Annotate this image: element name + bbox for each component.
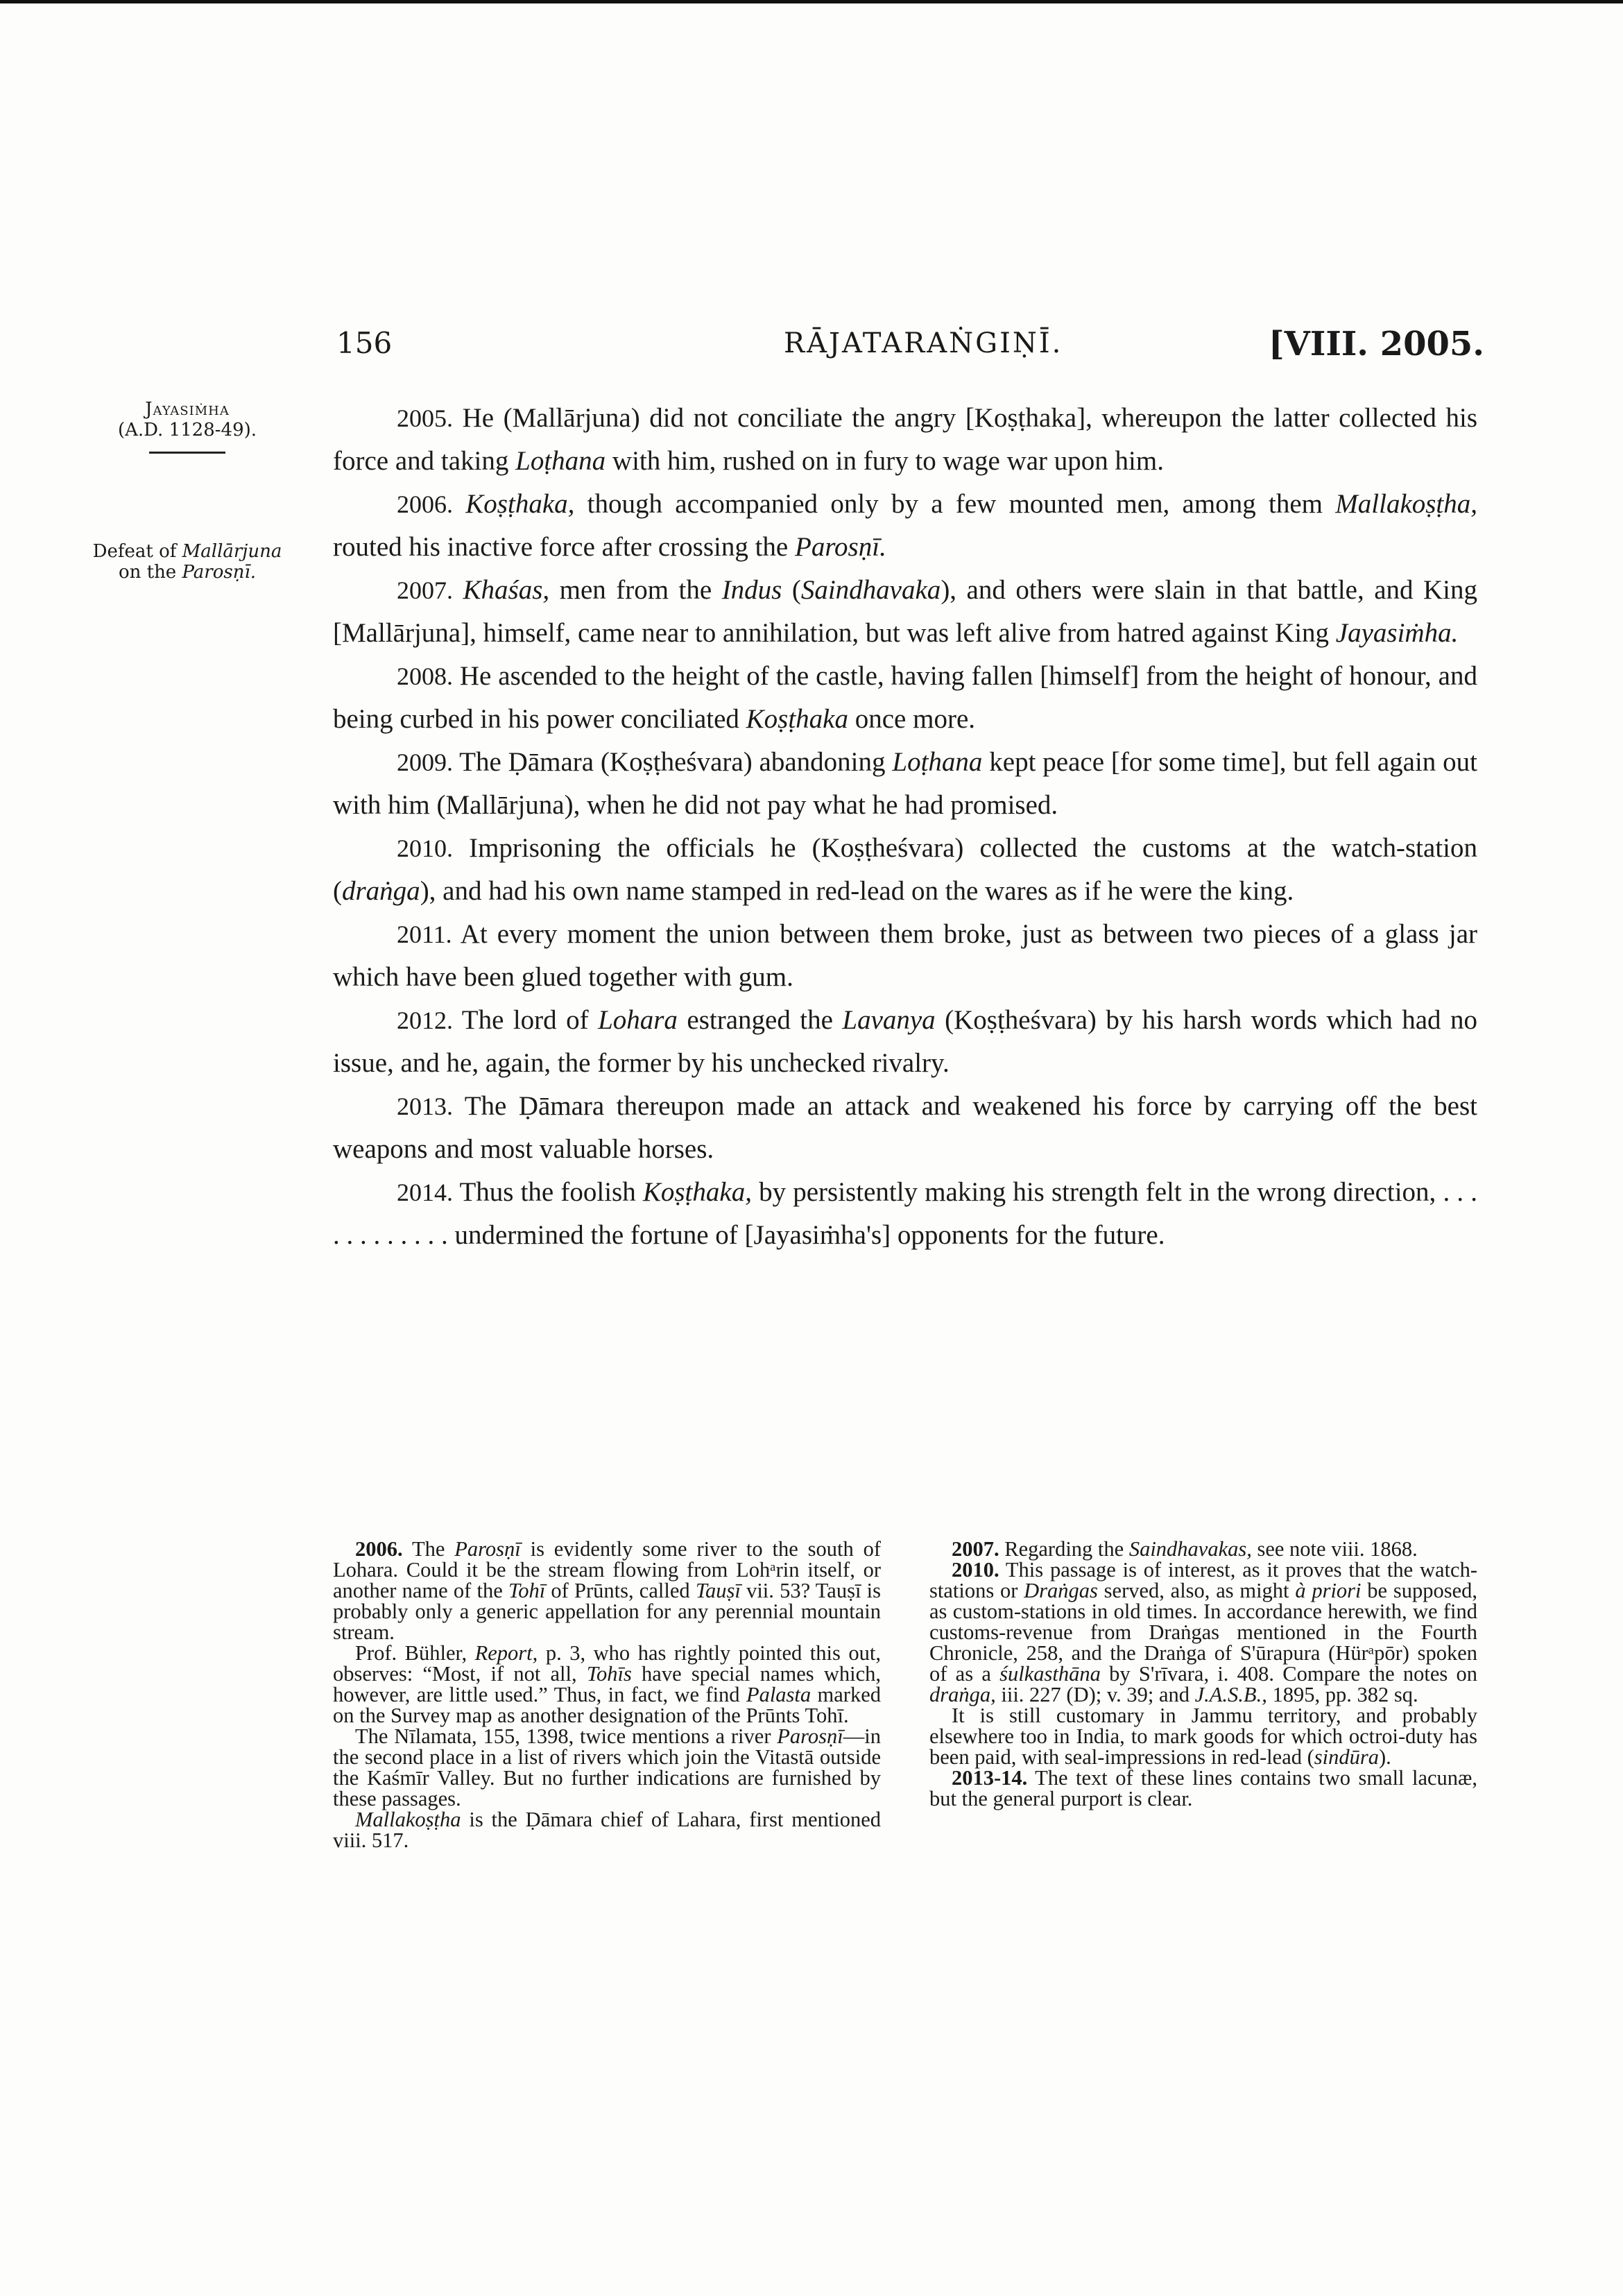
verse-text: once more. bbox=[848, 704, 976, 734]
verse-italic: Lavanya bbox=[842, 1005, 936, 1035]
verse-number: 2010. bbox=[397, 834, 453, 862]
verse-number: 2012. bbox=[397, 1006, 453, 1034]
footnote-italic: Parosṇī bbox=[777, 1724, 843, 1748]
footnote-text: vii. 53? Tauṣī is probably only a generic appellation for any perennial mountain stream. bbox=[333, 1579, 881, 1644]
footnote-text: Regarding the bbox=[999, 1537, 1129, 1561]
verse-text: routed his inactive force after crossing the bbox=[333, 532, 795, 562]
margin-topic-place: Parosṇī. bbox=[182, 562, 257, 583]
footnote-nilamata bbox=[333, 1726, 881, 1809]
verse-italic: Saindhavaka bbox=[800, 575, 941, 605]
margin-topic-prefix: Defeat of bbox=[92, 541, 182, 562]
verse-text: The Ḍāmara (Koṣṭheśvara) abandoning bbox=[453, 747, 893, 777]
verse-text: He (Mallārjuna) did not conciliate the angry [Koṣṭhaka], whereupon the latter collected his force and taking bbox=[333, 403, 1477, 476]
margin-ruler-name: Jayasiṁha bbox=[145, 399, 230, 420]
verse-italic: Parosṇī. bbox=[795, 532, 886, 562]
verse-italic: Indus bbox=[721, 575, 782, 605]
verse-text: At every moment the union between them broke, just as between two pieces of a glass jar which have been glued together with gum. bbox=[333, 919, 1477, 992]
page-top-border bbox=[0, 0, 1623, 3]
footnote-buhler bbox=[333, 1643, 881, 1726]
footnote-italic: Tohīs bbox=[586, 1662, 632, 1686]
margin-topic-mid: on the bbox=[118, 562, 182, 583]
verse-text: ( bbox=[782, 575, 801, 605]
verse-number: 2013. bbox=[397, 1093, 453, 1120]
verse-number: 2011. bbox=[397, 920, 452, 948]
running-title: RĀJATARAṄGIṆĪ. bbox=[784, 327, 1063, 359]
footnotes-right-column bbox=[929, 1539, 1477, 1809]
footnote-2006 bbox=[333, 1539, 881, 1643]
footnote-text: iii. 227 (D); v. 39; and bbox=[995, 1683, 1195, 1706]
footnote-italic: śulkasthāna bbox=[999, 1662, 1101, 1686]
verse-text: (Koṣṭheśvara) by his harsh words which had no issue, and he, again, the former by his unchecked rivalry. bbox=[333, 1005, 1477, 1078]
footnote-italic: draṅga, bbox=[929, 1683, 996, 1706]
verse-number: 2008. bbox=[397, 662, 453, 690]
footnote-text: have special names which, however, are little used.” Thus, in fact, we find bbox=[333, 1662, 881, 1706]
verse-text: Imprisoning the officials he (Koṣṭheśvara) collected the customs at the watch-station ( bbox=[333, 833, 1477, 906]
verse-text: though accompanied only by a few mounted men, among them bbox=[574, 489, 1336, 519]
verse-2006 bbox=[333, 483, 1477, 569]
verse-italic: Mallakoṣṭha, bbox=[1335, 489, 1478, 519]
margin-ruler-note bbox=[69, 399, 305, 454]
verse-text: The Ḍāmara thereupon made an attack and weakened his force by carrying off the best weapons and most valuable horses. bbox=[333, 1091, 1477, 1164]
footnote-text: served, also, as might bbox=[1097, 1579, 1296, 1602]
margin-topic-note bbox=[69, 541, 305, 583]
verse-text: kept peace [for some time], but fell again out with him (Mallārjuna), when he did not pay what he had promised. bbox=[333, 747, 1477, 820]
footnote-text: of Prūnts, called bbox=[545, 1579, 696, 1602]
footnote-text: see note viii. 1868. bbox=[1251, 1537, 1418, 1561]
verse-2008 bbox=[333, 655, 1477, 741]
footnote-text: The Nīlamata, 155, 1398, twice mentions a river bbox=[355, 1724, 778, 1748]
footnote-2010 bbox=[929, 1559, 1477, 1705]
verse-2014 bbox=[333, 1171, 1477, 1257]
page-number: 156 bbox=[336, 326, 393, 360]
footnote-jammu bbox=[929, 1705, 1477, 1767]
verse-italic: Jayasiṁha. bbox=[1335, 618, 1459, 648]
footnote-text: marked on the Survey map as another designation of the Prūnts Tohī. bbox=[333, 1683, 881, 1727]
footnote-text: This passage is of interest, as it proves that the watch-stations or bbox=[929, 1558, 1477, 1602]
verse-number: 2005. bbox=[397, 404, 453, 432]
footnote-text: is evidently some river to the south of Lohara. Could it be the stream flowing from Lohᵃrin itself, or another name of the bbox=[333, 1537, 881, 1602]
verse-2005 bbox=[333, 397, 1477, 483]
footnote-text: It is still customary in Jammu territory, and probably elsewhere too in India, to mark goods for which octroi-duty has been paid, with seal-impressions in red-lead ( bbox=[929, 1704, 1477, 1769]
verse-number: 2007. bbox=[397, 576, 453, 604]
verse-number: 2014. bbox=[397, 1179, 453, 1206]
verse-2013 bbox=[333, 1085, 1477, 1171]
verse-italic: Loṭhana bbox=[515, 446, 606, 476]
footnote-italic: sindūra bbox=[1314, 1745, 1379, 1769]
margin-topic-name: Mallārjuna bbox=[182, 541, 282, 562]
verse-text: ), and others were slain in that battle, and King [Mallārjuna], himself, came near to annihilation, but was left alive from hatred against King bbox=[333, 575, 1477, 648]
verse-2010 bbox=[333, 827, 1477, 913]
footnote-text: be supposed, as custom-stations in old times. In accordance herewith, we find customs-revenue from Draṅgas mentioned in the Fourth Chronicle, 258, and the Draṅga of S'ūrapura (Hürᵃpōr) spoken of as a bbox=[929, 1579, 1478, 1686]
footnote-italic: Draṅgas bbox=[1024, 1579, 1098, 1602]
footnote-text: ). bbox=[1378, 1745, 1391, 1769]
verse-text: The lord of bbox=[453, 1005, 599, 1035]
footnote-text: 1895, pp. 382 sq. bbox=[1266, 1683, 1418, 1706]
verse-text: men from the bbox=[549, 575, 722, 605]
verse-2011 bbox=[333, 913, 1477, 999]
page-header bbox=[333, 326, 1484, 368]
footnote-italic: Report, bbox=[474, 1641, 538, 1665]
footnote-italic: J.A.S.B., bbox=[1194, 1683, 1267, 1706]
footnote-italic: Parosṇī bbox=[454, 1537, 521, 1561]
footnote-italic: Mallakoṣṭha bbox=[355, 1808, 461, 1831]
footnote-text: Prof. Bühler, bbox=[355, 1641, 475, 1665]
verse-text: Thus the foolish bbox=[453, 1177, 643, 1207]
footnote-italic: Saindhavakas, bbox=[1128, 1537, 1252, 1561]
footnote-text: is the Ḍāmara chief of Lahara, first mentioned viii. 517. bbox=[333, 1808, 881, 1852]
footnote-italic: Palasta bbox=[746, 1683, 812, 1706]
footnote-text: p. 3, who has rightly pointed this out, observes: “Most, if not all, bbox=[333, 1641, 881, 1686]
verse-text: estranged the bbox=[677, 1005, 843, 1035]
main-text bbox=[333, 397, 1477, 1257]
verse-2012 bbox=[333, 999, 1477, 1085]
footnote-mallakostha bbox=[333, 1809, 881, 1851]
verse-text: He ascended to the height of the castle, having fallen [himself] from the height of honour, and being curbed in his power conciliated bbox=[333, 661, 1477, 734]
footnote-2007 bbox=[929, 1539, 1477, 1559]
footnote-text: by S'rīvara, i. 408. Compare the notes on bbox=[1100, 1662, 1478, 1686]
footnote-italic: à priori bbox=[1295, 1579, 1362, 1602]
footnote-text: The bbox=[402, 1537, 455, 1561]
footnote-text: —in the second place in a list of rivers which join the Vitastā outside the Kaśmīr Valley. But no further indications are furnished by these passages. bbox=[333, 1724, 881, 1810]
footnotes-left-column bbox=[333, 1539, 881, 1851]
verse-italic: draṅga bbox=[342, 876, 420, 906]
verse-italic: Koṣṭhaka, bbox=[465, 489, 575, 519]
verse-italic: Koṣṭhaka bbox=[746, 704, 848, 734]
footnote-number: 2007. bbox=[952, 1537, 999, 1561]
verse-text: by persistently making his strength felt in the wrong direction, . . . . . . . . . . . . undermined the fortune of [Jayasiṁha's] opponents for the future. bbox=[333, 1177, 1477, 1250]
verse-italic: Lohara bbox=[598, 1005, 678, 1035]
margin-ruler-dates: (A.D. 1128-49). bbox=[117, 420, 257, 440]
footnote-number: 2010. bbox=[952, 1558, 999, 1582]
verse-text: ), and had his own name stamped in red-lead on the wares as if he were the king. bbox=[420, 876, 1294, 906]
footnote-2013-14 bbox=[929, 1767, 1477, 1809]
verse-text: with him, rushed on in fury to wage war upon him. bbox=[606, 446, 1164, 476]
footnote-number: 2006. bbox=[355, 1537, 403, 1561]
footnote-number: 2013-14. bbox=[952, 1766, 1028, 1790]
verse-italic: Khaśas, bbox=[463, 575, 550, 605]
footnote-italic: Tohī bbox=[508, 1579, 546, 1602]
verse-italic: Loṭhana bbox=[892, 747, 983, 777]
verse-number: 2006. bbox=[397, 490, 453, 518]
footnote-text: The text of these lines contains two small lacunæ, but the general purport is clear. bbox=[929, 1766, 1477, 1810]
section-reference: [VIII. 2005. bbox=[1268, 325, 1484, 363]
verse-italic: Koṣṭhaka, bbox=[642, 1177, 752, 1207]
margin-divider bbox=[149, 452, 225, 454]
verse-number: 2009. bbox=[397, 748, 453, 776]
verse-2009 bbox=[333, 741, 1477, 827]
footnote-italic: Tauṣī bbox=[695, 1579, 741, 1602]
verse-2007 bbox=[333, 569, 1477, 655]
